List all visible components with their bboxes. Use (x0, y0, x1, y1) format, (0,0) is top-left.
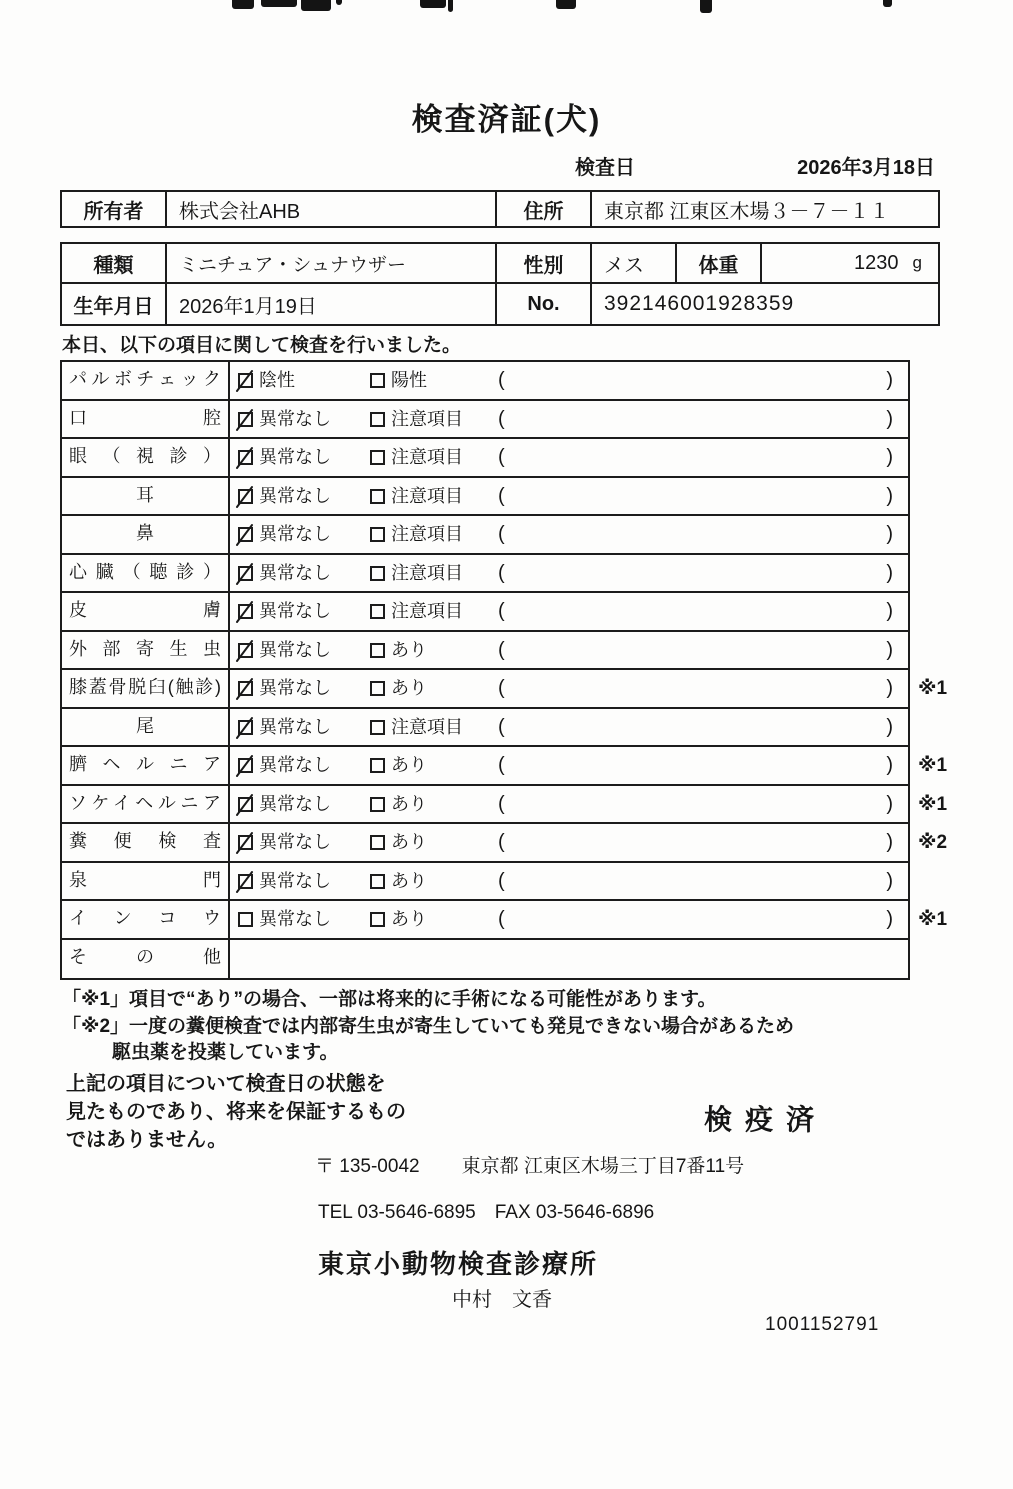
item-label: インコウ (62, 901, 230, 938)
checkbox-checked[interactable] (238, 681, 253, 696)
item-options (230, 747, 908, 784)
footnote-1: 「※1」項目で“あり”の場合、一部は将来的に手術になる可能性があります。 (62, 989, 717, 1010)
checkbox-checked[interactable] (238, 412, 253, 427)
checkbox-checked[interactable] (238, 643, 253, 658)
checkbox-checked[interactable] (238, 797, 253, 812)
result-paren-open: ( (498, 908, 505, 930)
option1-label: 異常なし (259, 562, 331, 583)
item-label: 外部寄生虫 (62, 632, 230, 669)
weight-unit: g (912, 253, 922, 272)
checkbox-unchecked[interactable] (370, 566, 385, 581)
row-note-mark: ※1 (918, 909, 948, 930)
checkbox-unchecked[interactable] (370, 604, 385, 619)
item-label: 鼻 (62, 516, 230, 553)
inspection-row (62, 439, 908, 478)
option1-label: 異常なし (259, 678, 331, 698)
checkbox-unchecked[interactable] (370, 373, 385, 388)
checkbox-checked[interactable] (238, 527, 253, 542)
option2-label: あり (391, 755, 427, 775)
sex-label: 性別 (497, 244, 592, 282)
checkbox-checked[interactable] (238, 874, 253, 889)
result-paren-close: ) (886, 561, 893, 584)
address-label: 住所 (497, 192, 592, 226)
item-label: その他 (62, 940, 230, 979)
item-label: パルボチェック (62, 362, 230, 399)
inspection-row (62, 786, 948, 825)
item-label: 口腔 (62, 401, 230, 438)
result-paren-close: ) (886, 446, 893, 468)
inspection-row (62, 670, 948, 709)
result-paren-open: ( (498, 638, 505, 661)
checkbox-unchecked[interactable] (370, 527, 385, 542)
result-paren-close: ) (886, 715, 893, 738)
scan-artifact (700, 0, 712, 13)
checkbox-checked[interactable] (238, 489, 253, 504)
inspection-row (62, 747, 948, 786)
option2-label: あり (391, 793, 427, 814)
item-label: 尾 (62, 709, 230, 746)
result-paren-open: ( (498, 561, 505, 584)
owner-value: 株式会社AHB (167, 192, 497, 226)
sex-value: メス (592, 244, 677, 282)
item-label: 糞便検査 (62, 824, 230, 861)
option1-label: 異常なし (259, 601, 331, 621)
item-label: 膝蓋骨脱臼(触診) (62, 670, 230, 707)
row-note-mark: ※1 (918, 678, 948, 699)
item-label: 耳 (62, 478, 230, 515)
checkbox-checked[interactable] (238, 835, 253, 850)
item-label: ソケイヘルニア (62, 786, 230, 823)
inspection-row (62, 632, 908, 671)
owner-table (60, 190, 940, 228)
inspection-row (62, 824, 948, 863)
inspection-row (62, 901, 948, 940)
option2-label: あり (391, 909, 427, 929)
result-paren-close: ) (886, 754, 893, 776)
item-options (230, 362, 908, 399)
clinic-tel-fax: TEL 03-5646-6895 FAX 03-5646-6896 (318, 1202, 655, 1223)
option2-label: 注意項目 (391, 716, 463, 737)
inspection-row (62, 555, 908, 594)
breed-label: 種類 (62, 244, 167, 282)
weight-label: 体重 (677, 244, 762, 282)
item-label: 眼（視診） (62, 439, 230, 476)
intro-text: 本日、以下の項目に関して検査を行いました。 (62, 335, 462, 356)
result-paren-open: ( (498, 754, 505, 776)
result-paren-close: ) (886, 908, 893, 930)
scan-artifact (420, 0, 446, 8)
item-label: 臍ヘルニア (62, 747, 230, 784)
checkbox-unchecked[interactable] (370, 835, 385, 850)
clinic-address: 東京都 江東区木場三丁目7番11号 (461, 1156, 745, 1177)
weight-cell (762, 244, 938, 282)
result-paren-open: ( (498, 446, 505, 468)
option2-label: 注意項目 (391, 562, 463, 583)
result-paren-open: ( (498, 792, 505, 815)
option1-label: 異常なし (259, 870, 331, 891)
disclaimer-line1: 上記の項目について検査日の状態を (66, 1073, 386, 1095)
inspection-row (62, 516, 908, 555)
scan-artifact (448, 0, 453, 12)
result-paren-open: ( (498, 484, 505, 507)
pet-row-2 (62, 284, 938, 324)
weight-value: 1230 (854, 251, 899, 274)
scan-artifact (883, 0, 892, 7)
result-paren-close: ) (886, 792, 893, 815)
inspection-row (62, 362, 908, 401)
checkbox-unchecked[interactable] (370, 720, 385, 735)
result-paren-close: ) (886, 484, 893, 507)
option1-label: 異常なし (259, 447, 331, 467)
owner-row (62, 192, 938, 226)
row-note-mark: ※1 (918, 755, 948, 776)
result-paren-close: ) (886, 831, 893, 853)
option1-label: 異常なし (259, 485, 331, 506)
option2-label: 陽性 (391, 370, 427, 390)
clinic-name: 東京小動物検査診療所 (318, 1249, 599, 1279)
option1-label: 異常なし (259, 639, 331, 660)
checkbox-unchecked[interactable] (370, 450, 385, 465)
result-paren-open: ( (498, 715, 505, 738)
item-options (230, 555, 908, 592)
result-paren-open: ( (498, 831, 505, 853)
inspection-row (62, 863, 908, 902)
option2-label: 注意項目 (391, 485, 463, 506)
checkbox-unchecked[interactable] (370, 489, 385, 504)
result-paren-close: ) (886, 869, 893, 892)
quarantine-stamp: 検疫済 (704, 1104, 828, 1135)
option1-label: 異常なし (259, 755, 331, 775)
result-paren-open: ( (498, 523, 505, 545)
birth-value: 2026年1月19日 (167, 284, 497, 324)
checkbox-unchecked[interactable] (370, 758, 385, 773)
result-paren-open: ( (498, 677, 505, 699)
item-options (230, 670, 908, 707)
disclaimer-line3: ではありません。 (66, 1129, 228, 1151)
result-paren-close: ) (886, 369, 893, 391)
item-options (230, 593, 908, 630)
item-options (230, 863, 908, 900)
inspection-row (62, 593, 908, 632)
no-value: 392146001928359 (604, 292, 795, 315)
item-options (230, 824, 908, 861)
item-options (230, 940, 908, 979)
breed-value: ミニチュア・シュナウザー (167, 244, 497, 282)
option1-label: 陰性 (259, 370, 295, 390)
pet-row-1 (62, 244, 938, 284)
footnote-2-line2: 駆虫薬を投薬しています。 (112, 1042, 339, 1063)
checkbox-unchecked[interactable] (238, 912, 253, 927)
option2-label: 注意項目 (391, 524, 463, 544)
checkbox-checked[interactable] (238, 758, 253, 773)
inspection-row (62, 401, 908, 440)
pet-table (60, 242, 940, 326)
checkbox-unchecked[interactable] (370, 643, 385, 658)
result-paren-close: ) (886, 638, 893, 661)
checkbox-checked[interactable] (238, 720, 253, 735)
result-paren-close: ) (886, 677, 893, 699)
option1-label: 異常なし (259, 716, 331, 737)
disclaimer-line2: 見たものであり、将来を保証するもの (66, 1101, 406, 1123)
inspection-row (62, 478, 908, 517)
item-options (230, 901, 908, 938)
result-paren-close: ) (886, 600, 893, 622)
birth-label: 生年月日 (62, 284, 167, 324)
option2-label: 注意項目 (391, 408, 463, 429)
option2-label: あり (391, 639, 427, 660)
inspection-table (60, 360, 948, 980)
item-options (230, 786, 908, 823)
option2-label: あり (391, 832, 427, 852)
result-paren-open: ( (498, 407, 505, 430)
postal-code: 〒 135-0042 (315, 1156, 420, 1177)
item-options (230, 439, 908, 476)
clinic-postal-address (315, 1151, 744, 1178)
option1-label: 異常なし (259, 408, 331, 429)
owner-label: 所有者 (62, 192, 167, 226)
checkbox-checked[interactable] (238, 604, 253, 619)
scan-artifact (232, 0, 254, 9)
checkbox-checked[interactable] (238, 450, 253, 465)
scan-artifact (336, 0, 342, 5)
result-paren-open: ( (498, 869, 505, 892)
inspection-date-value: 2026年3月18日 (797, 157, 935, 179)
scan-artifact (556, 0, 576, 9)
option1-label: 異常なし (259, 909, 331, 929)
option1-label: 異常なし (259, 793, 331, 814)
checkbox-unchecked[interactable] (370, 412, 385, 427)
checkbox-unchecked[interactable] (370, 874, 385, 889)
row-note-mark: ※1 (918, 793, 948, 815)
veterinarian-name: 中村 文香 (452, 1289, 552, 1311)
item-options (230, 478, 908, 515)
option2-label: あり (391, 678, 427, 698)
result-paren-close: ) (886, 407, 893, 430)
item-label: 泉門 (62, 863, 230, 900)
item-options (230, 516, 908, 553)
inspection-date-label: 検査日 (575, 157, 635, 179)
item-label: 皮膚 (62, 593, 230, 630)
row-note-mark: ※2 (918, 832, 948, 853)
inspection-row (62, 940, 908, 979)
option1-label: 異常なし (259, 832, 331, 852)
result-paren-close: ) (886, 523, 893, 545)
option2-label: 注意項目 (391, 447, 463, 467)
checkbox-unchecked[interactable] (370, 681, 385, 696)
scan-artifact (261, 0, 297, 7)
option1-label: 異常なし (259, 524, 331, 544)
serial-number: 1001152791 (765, 1314, 880, 1335)
result-paren-open: ( (498, 369, 505, 391)
item-options (230, 709, 908, 746)
scan-artifact (301, 0, 331, 11)
checkbox-unchecked[interactable] (370, 912, 385, 927)
inspection-row (62, 709, 908, 748)
checkbox-checked[interactable] (238, 566, 253, 581)
page-title: 検査済証(犬) (411, 102, 602, 137)
item-options (230, 401, 908, 438)
option2-label: あり (391, 870, 427, 891)
item-options (230, 632, 908, 669)
footnote-2-line1: 「※2」一度の糞便検査では内部寄生虫が寄生していても発見できない場合があるため (62, 1016, 795, 1037)
checkbox-unchecked[interactable] (370, 797, 385, 812)
no-label: No. (497, 284, 592, 324)
option2-label: 注意項目 (391, 601, 463, 621)
result-paren-open: ( (498, 600, 505, 622)
item-label: 心臓（聴診） (62, 555, 230, 592)
checkbox-checked[interactable] (238, 373, 253, 388)
address-value: 東京都 江東区木場３－７－１１ (604, 200, 890, 223)
